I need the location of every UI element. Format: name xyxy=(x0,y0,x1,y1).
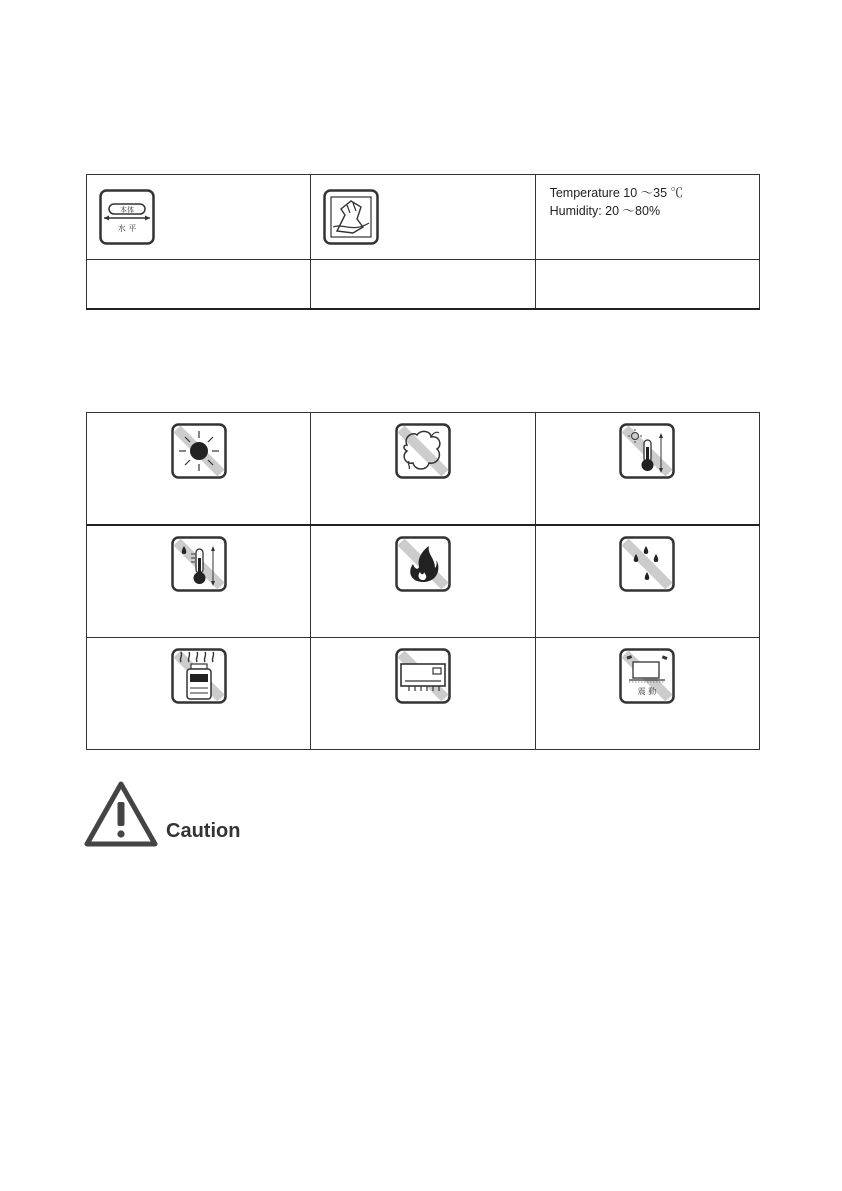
no-vibration-icon xyxy=(619,648,675,704)
installation-table xyxy=(86,174,760,310)
cell-no-high-temperature xyxy=(535,413,759,526)
no-chemical-fumes-icon xyxy=(171,648,227,704)
cell-level xyxy=(87,175,311,260)
temperature-range: Temperature 10 ～35 ℃ xyxy=(549,186,683,200)
cell-no-sunlight xyxy=(87,413,311,526)
cell-plug xyxy=(311,175,535,260)
cell-empty-2 xyxy=(311,260,535,310)
cell-no-high-humidity xyxy=(87,525,311,638)
cell-no-chemicals xyxy=(87,638,311,750)
level-surface-icon xyxy=(99,189,155,245)
no-high-humidity-icon xyxy=(171,536,227,592)
no-direct-sunlight-icon xyxy=(171,423,227,479)
cell-no-air-conditioner xyxy=(311,638,535,750)
no-fire-icon xyxy=(395,536,451,592)
cell-no-vibration xyxy=(535,638,759,750)
power-plug-icon xyxy=(323,189,379,245)
prohibited-locations-table xyxy=(86,412,760,750)
environment-spec xyxy=(550,184,759,220)
cell-no-water xyxy=(535,525,759,638)
cell-empty-3 xyxy=(535,260,759,310)
humidity-range: Humidity: 20 ～80% xyxy=(549,204,661,218)
svg-text:水 平: 水 平 xyxy=(117,224,137,233)
caution-label: Caution xyxy=(166,820,241,842)
cell-empty-1 xyxy=(87,260,311,310)
svg-text:震 動: 震 動 xyxy=(638,687,657,696)
cell-no-dust xyxy=(311,413,535,526)
no-air-conditioner-icon xyxy=(395,648,451,704)
no-dust-icon xyxy=(395,423,451,479)
cell-no-fire xyxy=(311,525,535,638)
cell-environment xyxy=(535,175,759,260)
no-water-icon xyxy=(619,536,675,592)
warning-triangle-icon xyxy=(83,780,159,848)
no-high-temperature-icon xyxy=(619,423,675,479)
svg-text:本体: 本体 xyxy=(120,206,134,214)
